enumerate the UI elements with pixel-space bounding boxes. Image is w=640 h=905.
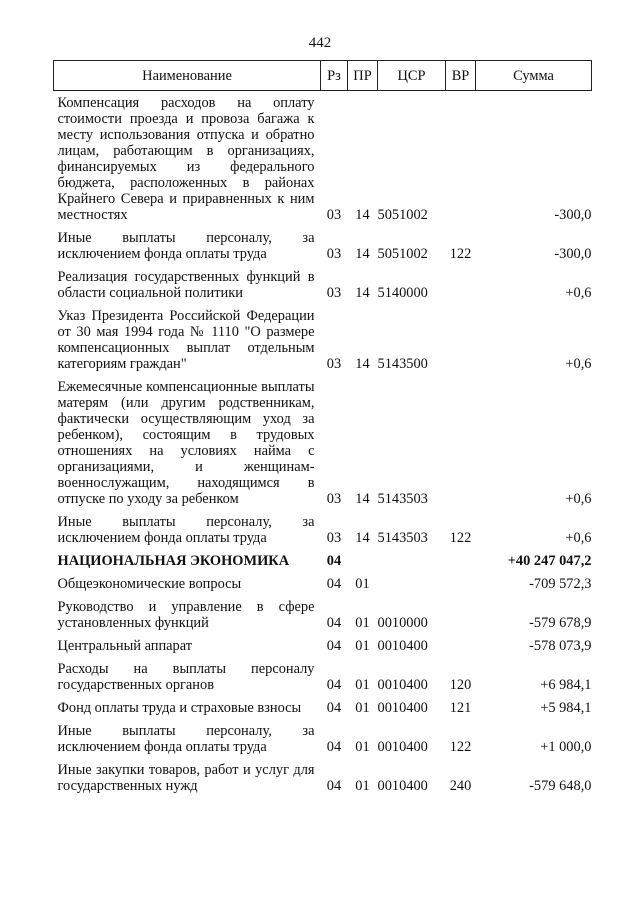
- column-header-csr: ЦСР: [378, 61, 446, 91]
- table-row: [54, 719, 592, 758]
- row-sum: +5 984,1: [540, 700, 592, 716]
- row-pr: 01: [355, 615, 370, 631]
- row-csr: 5143503: [377, 530, 428, 546]
- row-csr: 0010400: [377, 638, 428, 654]
- row-name: НАЦИОНАЛЬНАЯ ЭКОНОМИКА: [57, 553, 290, 569]
- table-row: [54, 375, 592, 510]
- row-sum: +0,6: [565, 356, 592, 372]
- row-sum: +40 247 047,2: [507, 553, 592, 569]
- row-csr: 0010400: [377, 778, 428, 794]
- table-row: [54, 226, 592, 265]
- table-row: [54, 510, 592, 549]
- budget-table: [53, 60, 592, 797]
- row-sum: -300,0: [554, 246, 592, 262]
- row-sum: -578 073,9: [529, 638, 592, 654]
- row-csr: 0010400: [377, 700, 428, 716]
- row-pr: 01: [355, 677, 370, 693]
- row-name: Реализация государственных функций в области социальной политики: [57, 269, 315, 301]
- row-csr: 5051002: [377, 246, 428, 262]
- row-vr: 121: [449, 700, 472, 716]
- row-vr: 120: [449, 677, 472, 693]
- row-rz: 04: [326, 553, 342, 569]
- row-sum: +6 984,1: [540, 677, 592, 693]
- row-rz: 04: [326, 700, 342, 716]
- row-sum: +1 000,0: [540, 739, 592, 755]
- row-csr: 0010400: [377, 677, 428, 693]
- row-vr: [446, 595, 476, 634]
- row-name: Центральный аппарат: [57, 638, 193, 654]
- table-header: [54, 61, 592, 91]
- row-csr: [378, 549, 446, 572]
- row-vr: [446, 572, 476, 595]
- row-csr: [378, 572, 446, 595]
- table-row: [54, 304, 592, 375]
- table-row: [54, 696, 592, 719]
- row-pr: 14: [355, 207, 370, 223]
- table-row: [54, 265, 592, 304]
- row-csr: 0010000: [377, 615, 428, 631]
- row-csr: 5143503: [377, 491, 428, 507]
- row-csr: 5140000: [377, 285, 428, 301]
- row-sum: +0,6: [565, 530, 592, 546]
- row-rz: 04: [326, 615, 342, 631]
- row-vr: [446, 304, 476, 375]
- row-rz: 03: [326, 356, 342, 372]
- row-sum: -300,0: [554, 207, 592, 223]
- row-name: Общеэкономические вопросы: [57, 576, 242, 592]
- row-sum: -709 572,3: [529, 576, 592, 592]
- row-rz: 03: [326, 207, 342, 223]
- table-row: [54, 572, 592, 595]
- row-vr: 122: [449, 530, 472, 546]
- row-pr: 01: [355, 638, 370, 654]
- row-rz: 03: [326, 491, 342, 507]
- row-rz: 04: [326, 778, 342, 794]
- row-name: Указ Президента Российской Федерации от 30 мая 1994 года № 1110 "О размере компенсационных выплат отдельным категориям граждан": [57, 308, 315, 372]
- row-sum: +0,6: [565, 285, 592, 301]
- table-row: [54, 758, 592, 797]
- row-pr: 14: [355, 491, 370, 507]
- table-row: [54, 595, 592, 634]
- column-header-rz: Рз: [321, 61, 348, 91]
- row-name: Компенсация расходов на оплату стоимости проезда и провоза багажа к месту использования отпуска и обратно лицам, работающим в организациях, финансируемых из федерального бюджета, расположенных в районах Крайнего Севера и приравненных к ним местностях: [57, 95, 315, 223]
- row-name: Иные выплаты персоналу, за исключением фонда оплаты труда: [57, 514, 315, 546]
- table-row: [54, 91, 592, 227]
- row-vr: [446, 91, 476, 227]
- row-rz: 04: [326, 576, 342, 592]
- row-rz: 03: [326, 285, 342, 301]
- row-name: Иные закупки товаров, работ и услуг для государственных нужд: [57, 762, 315, 794]
- row-rz: 04: [326, 739, 342, 755]
- row-pr: 14: [355, 285, 370, 301]
- row-rz: 03: [326, 246, 342, 262]
- row-csr: 0010400: [377, 739, 428, 755]
- row-rz: 04: [326, 638, 342, 654]
- row-vr: 122: [449, 739, 472, 755]
- row-pr: 01: [355, 576, 370, 592]
- row-name: Фонд оплаты труда и страховые взносы: [57, 700, 302, 716]
- row-vr: [446, 549, 476, 572]
- row-vr: [446, 375, 476, 510]
- row-vr: [446, 265, 476, 304]
- column-header-sum: Сумма: [476, 61, 592, 91]
- row-sum: +0,6: [565, 491, 592, 507]
- row-vr: 122: [449, 246, 472, 262]
- row-sum: -579 648,0: [529, 778, 592, 794]
- row-pr: 14: [355, 530, 370, 546]
- row-pr: 14: [355, 246, 370, 262]
- column-header-pr: ПР: [348, 61, 378, 91]
- row-sum: -579 678,9: [529, 615, 592, 631]
- column-header-name: Наименование: [54, 61, 321, 91]
- row-vr: 240: [449, 778, 472, 794]
- table-row: [54, 549, 592, 572]
- table-row: [54, 657, 592, 696]
- row-pr: 01: [355, 778, 370, 794]
- row-name: Руководство и управление в сфере установленных функций: [57, 599, 315, 631]
- row-name: Иные выплаты персоналу, за исключением фонда оплаты труда: [57, 723, 315, 755]
- column-header-vr: ВР: [446, 61, 476, 91]
- row-rz: 04: [326, 677, 342, 693]
- table-body: [54, 91, 592, 798]
- row-pr: 01: [355, 700, 370, 716]
- table-row: [54, 634, 592, 657]
- row-csr: 5143500: [377, 356, 428, 372]
- row-csr: 5051002: [377, 207, 428, 223]
- row-vr: [446, 634, 476, 657]
- row-name: Расходы на выплаты персоналу государственных органов: [57, 661, 315, 693]
- row-rz: 03: [326, 530, 342, 546]
- row-pr: 01: [355, 739, 370, 755]
- page-number: 442: [308, 35, 332, 51]
- row-pr: [348, 549, 378, 572]
- row-name: Иные выплаты персоналу, за исключением фонда оплаты труда: [57, 230, 315, 262]
- row-pr: 14: [355, 356, 370, 372]
- row-name: Ежемесячные компенсационные выплаты матерям (или другим родственникам, фактически осуществляющим уход за ребенком), состоящим в трудовых отношениях на условиях найма с организациями, и женщинам-военнослужащим, находящимся в отпуске по уходу за ребенком: [57, 379, 315, 507]
